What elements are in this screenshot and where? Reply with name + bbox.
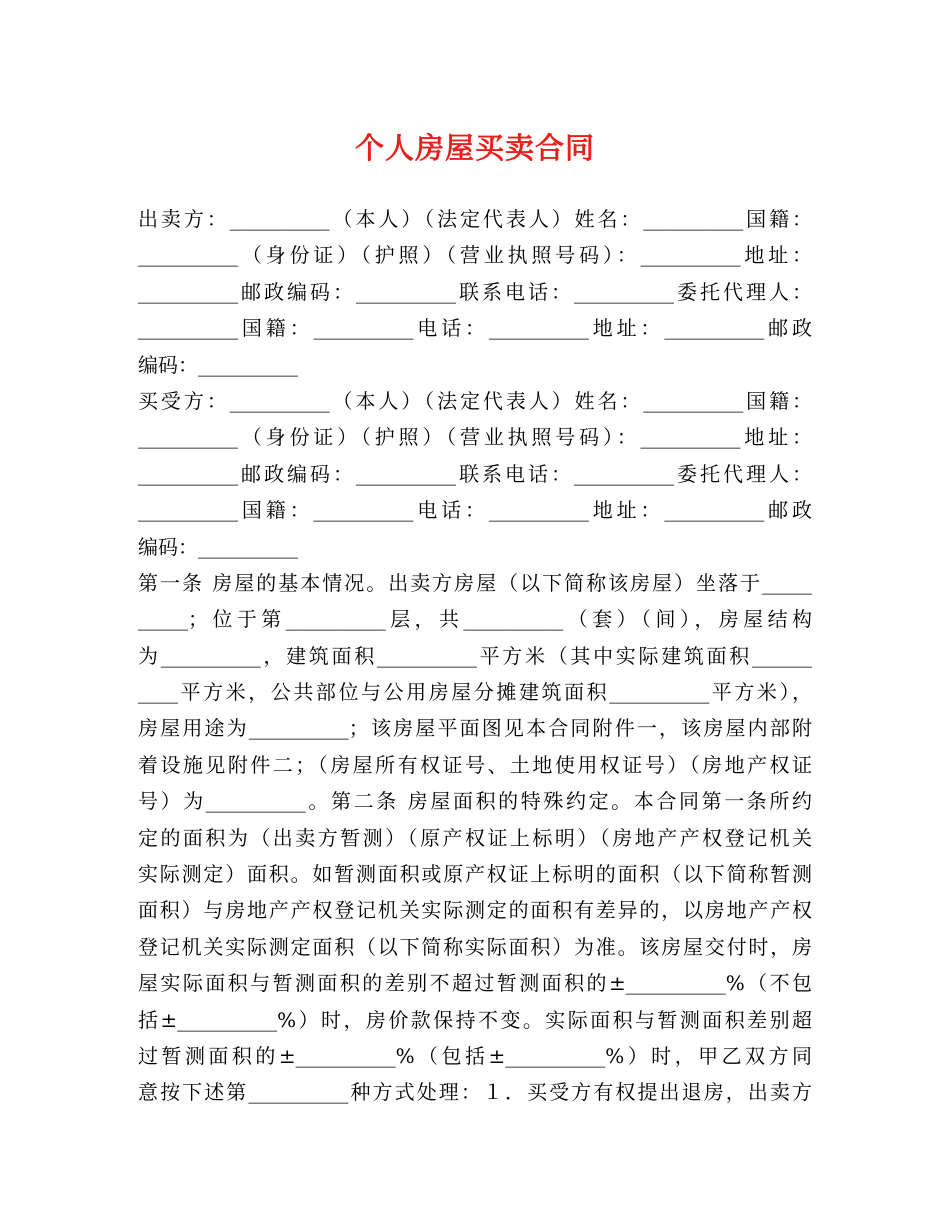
document-body	[138, 201, 812, 1111]
body-line: __________（身份证）（护照）（营业执照号码）：__________地址：	[138, 243, 812, 268]
body-line: __________国籍：__________电话：__________地址：__________邮政	[138, 316, 812, 341]
body-line: 买受方：__________（本人）（法定代表人）姓名：__________国籍：	[138, 388, 812, 413]
body-line: 编码：__________	[138, 534, 298, 559]
body-line: 屋实际面积与暂测面积的差别不超过暂测面积的±__________%（不包	[138, 971, 812, 996]
body-line: ____平方米，公共部位与公用房屋分摊建筑面积__________平方米），	[138, 680, 812, 705]
body-line: 定的面积为（出卖方暂测）（原产权证上标明）（房地产产权登记机关	[138, 825, 812, 850]
body-line: 出卖方：__________（本人）（法定代表人）姓名：__________国籍：	[138, 207, 812, 231]
body-line: 为__________，建筑面积__________平方米（其中实际建筑面积______	[138, 643, 812, 668]
body-line: 面积）与房地产产权登记机关实际测定的面积有差异的，以房地产产权	[138, 898, 812, 923]
body-line: 编码：__________	[138, 352, 298, 377]
body-line: __________邮政编码：__________联系电话：__________委托代理人：	[138, 279, 812, 304]
body-line: 登记机关实际测定面积（以下简称实际面积）为准。该房屋交付时，房	[138, 934, 812, 959]
body-line: 第一条 房屋的基本情况。出卖方房屋（以下简称该房屋）坐落于_____	[138, 570, 812, 595]
document-title: 个人房屋买卖合同	[354, 131, 595, 165]
body-line: 括±__________%）时，房价款保持不变。实际面积与暂测面积差别超	[138, 1007, 812, 1032]
body-line: __________（身份证）（护照）（营业执照号码）：__________地址：	[138, 425, 812, 450]
body-line: 实际测定）面积。如暂测面积或原产权证上标明的面积（以下简称暂测	[138, 862, 812, 887]
body-line: __________邮政编码：__________联系电话：__________委托代理人：	[138, 461, 812, 486]
body-line: 房屋用途为__________；该房屋平面图见本合同附件一，该房屋内部附	[138, 716, 812, 741]
body-line: _____；位于第__________层，共__________（套）（间），房屋结构	[138, 607, 812, 632]
body-line: 过暂测面积的±__________%（包括±__________%）时，甲乙双方同	[138, 1043, 812, 1068]
body-line: __________国籍：__________电话：__________地址：__________邮政	[138, 498, 812, 523]
body-line: 意按下述第__________种方式处理：１．买受方有权提出退房，出卖方	[138, 1080, 812, 1105]
body-line: 着设施见附件二；（房屋所有权证号、土地使用权证号）（房地产权证	[138, 752, 812, 777]
body-line: 号）为__________。第二条 房屋面积的特殊约定。本合同第一条所约	[138, 789, 812, 814]
